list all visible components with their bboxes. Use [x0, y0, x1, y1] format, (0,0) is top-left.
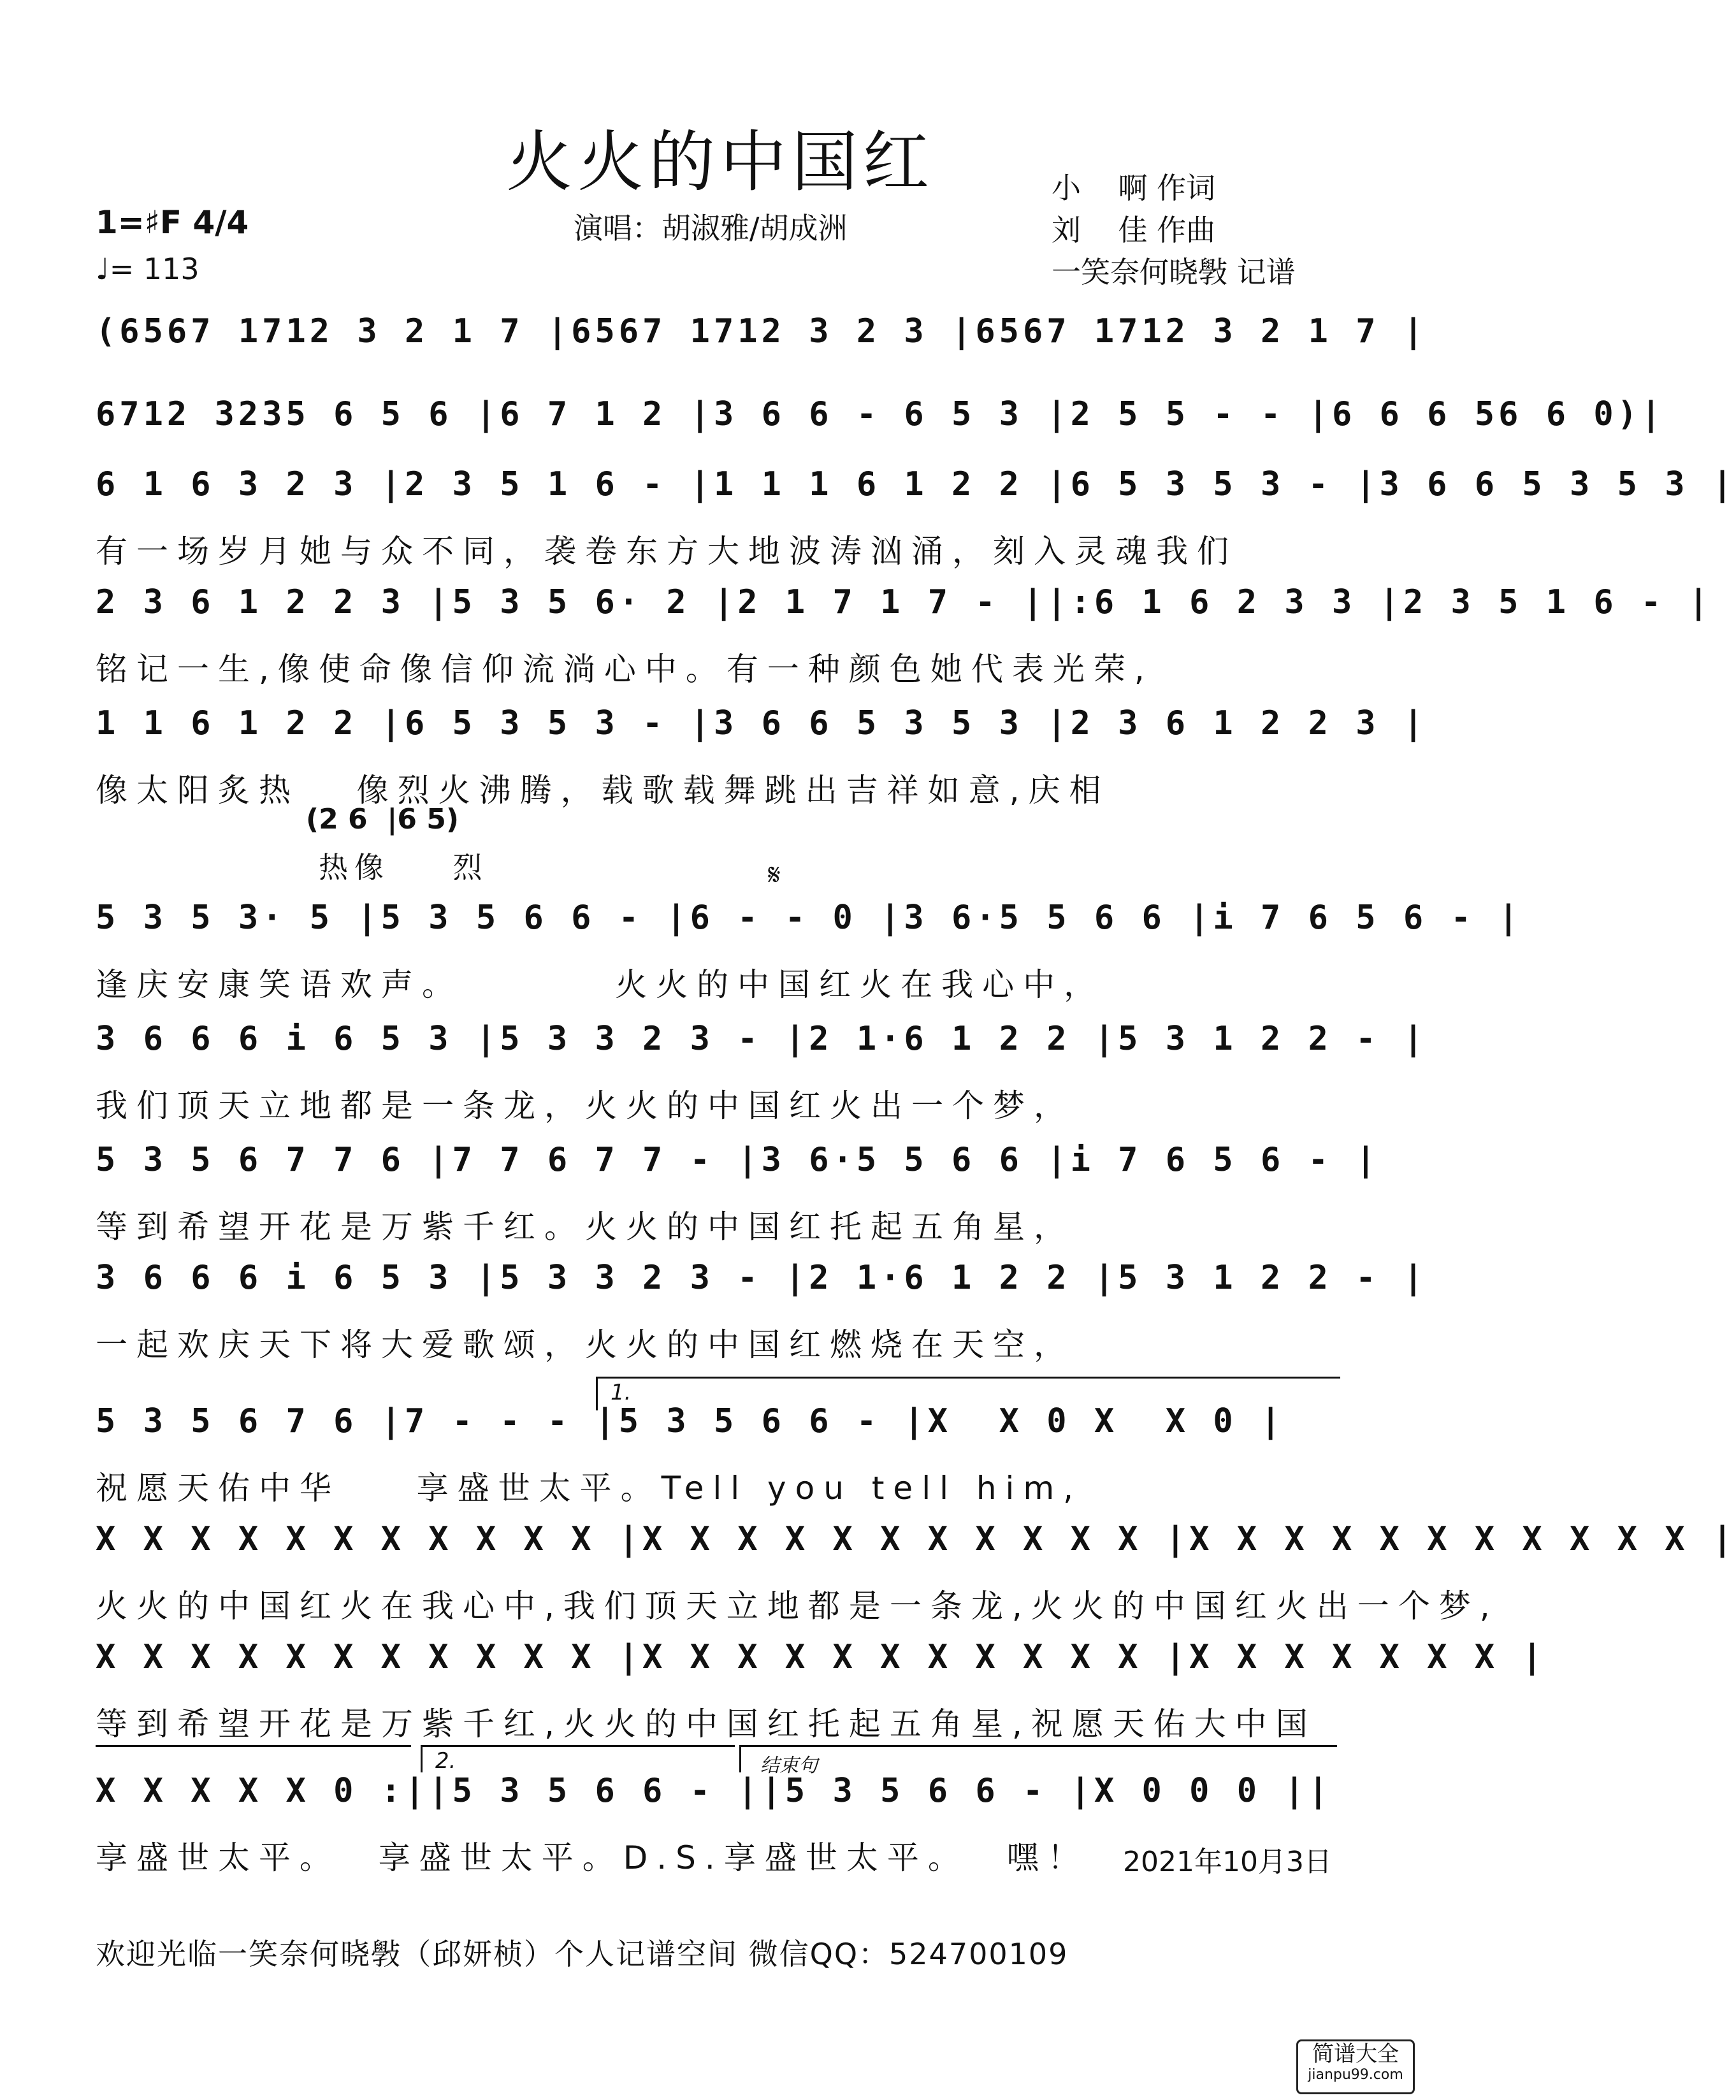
notes: 6712 3235 6 5 6 |6 7 1 2 |3 6 6 - 6 5 3 |2 5 5 - - |6 6 6 56 6 0)|	[96, 395, 1665, 433]
volta-1-label: 1.	[611, 1380, 632, 1405]
ending-bracket	[739, 1745, 1337, 1777]
page-title: 火火的中国红	[505, 123, 934, 201]
lyrics: 有一场岁月她与众不同，袭卷东方大地波涛汹涌，刻入灵魂我们	[96, 533, 1238, 570]
volta-2-label: 2.	[435, 1748, 456, 1774]
lyrics: 等到希望开花是万紫千红。火火的中国红托起五角星，	[96, 1208, 1074, 1245]
notes: X X X X X X X X X X X |X X X X X X X X X X X |X X X X X X X X X X X |	[96, 1520, 1736, 1558]
notes: X X X X X 0 :||5 3 5 6 6 - ||5 3 5 6 6 - |X 0 0 0 ||	[96, 1772, 1332, 1810]
lyrics: 祝愿天佑中华 享盛世太平。Tell you tell him,	[96, 1470, 1083, 1507]
key-signature: 1=♯F 4/4	[96, 204, 249, 241]
notes: 6 1 6 3 2 3 |2 3 5 1 6 - |1 1 1 6 1 2 2 |6 5 3 5 3 - |3 6 6 5 3 5 3 |	[96, 465, 1736, 503]
volta-2-bracket	[421, 1745, 735, 1772]
notes: 1 1 6 1 2 2 |6 5 3 5 3 - |3 6 6 5 3 5 3 |2 3 6 1 2 2 3 |	[96, 704, 1428, 742]
alt-notes: (2 6 |6 5)	[306, 803, 459, 836]
notes: 5 3 5 3· 5 |5 3 5 6 6 - |6 - - 0 |3 6·5 5 6 6 |i 7 6 5 6 - |	[96, 899, 1523, 937]
tempo-marking: ♩= 113	[96, 252, 199, 286]
date: 2021年10月3日	[1123, 1846, 1332, 1878]
volta-line	[96, 1745, 411, 1747]
notes: 3 6 6 6 i 6 5 3 |5 3 3 2 3 - |2 1·6 1 2 2 |5 3 1 2 2 - |	[96, 1259, 1428, 1297]
lyrics: 火火的中国红火在我心中,我们顶天立地都是一条龙,火火的中国红火出一个梦,	[96, 1588, 1499, 1625]
credit-lyricist: 小 啊 作词	[1052, 171, 1216, 205]
segno-sign: 𝄋	[768, 857, 781, 892]
notes: 5 3 5 6 7 6 |7 - - - |5 3 5 6 6 - |X X 0 X X 0 |	[96, 1402, 1285, 1440]
alt-lyrics: 热像 烈	[319, 850, 489, 885]
notes: X X X X X X X X X X X |X X X X X X X X X X X |X X X X X X X |	[96, 1638, 1546, 1676]
lyrics: 享盛世太平。 享盛世太平。D.S.享盛世太平。 嘿！	[96, 1839, 1089, 1876]
lyrics: 逢庆安康笑语欢声。 火火的中国红火在我心中，	[96, 966, 1105, 1003]
ending-label: 结束句	[760, 1755, 818, 1777]
notes: 3 6 6 6 i 6 5 3 |5 3 3 2 3 - |2 1·6 1 2 2 |5 3 1 2 2 - |	[96, 1020, 1428, 1058]
notes: 5 3 5 6 7 7 6 |7 7 6 7 7 - |3 6·5 5 6 6 |i 7 6 5 6 - |	[96, 1141, 1380, 1179]
lyrics: 等到希望开花是万紫千红,火火的中国红托起五角星,祝愿天佑大中国	[96, 1705, 1317, 1742]
lyrics: 一起欢庆天下将大爱歌颂，火火的中国红燃烧在天空，	[96, 1326, 1074, 1363]
notes: (6567 1712 3 2 1 7 |6567 1712 3 2 3 |6567 1712 3 2 1 7 |	[96, 312, 1428, 351]
footer-text: 欢迎光临一笑奈何晓斅（邱妍桢）个人记谱空间 微信QQ：524700109	[96, 1937, 1069, 1971]
credit-transcriber: 一笑奈何晓斅 记谱	[1052, 255, 1296, 289]
site-logo: 简谱大全 jianpu99.com	[1296, 2039, 1415, 2094]
credits-block	[1052, 167, 1296, 293]
singers-credit: 演唱：胡淑雅/胡成洲	[574, 211, 848, 245]
lyrics: 像太阳炙热 像烈火沸腾，载歌载舞跳出吉祥如意,庆相	[96, 772, 1110, 809]
lyrics: 我们顶天立地都是一条龙，火火的中国红火出一个梦，	[96, 1087, 1074, 1124]
notes: 2 3 6 1 2 2 3 |5 3 5 6· 2 |2 1 7 1 7 - ||:6 1 6 2 3 3 |2 3 5 1 6 - |	[96, 583, 1712, 621]
lyrics: 铭记一生,像使命像信仰流淌心中。有一种颜色她代表光荣,	[96, 651, 1154, 688]
credit-composer: 刘 佳 作曲	[1052, 213, 1216, 247]
